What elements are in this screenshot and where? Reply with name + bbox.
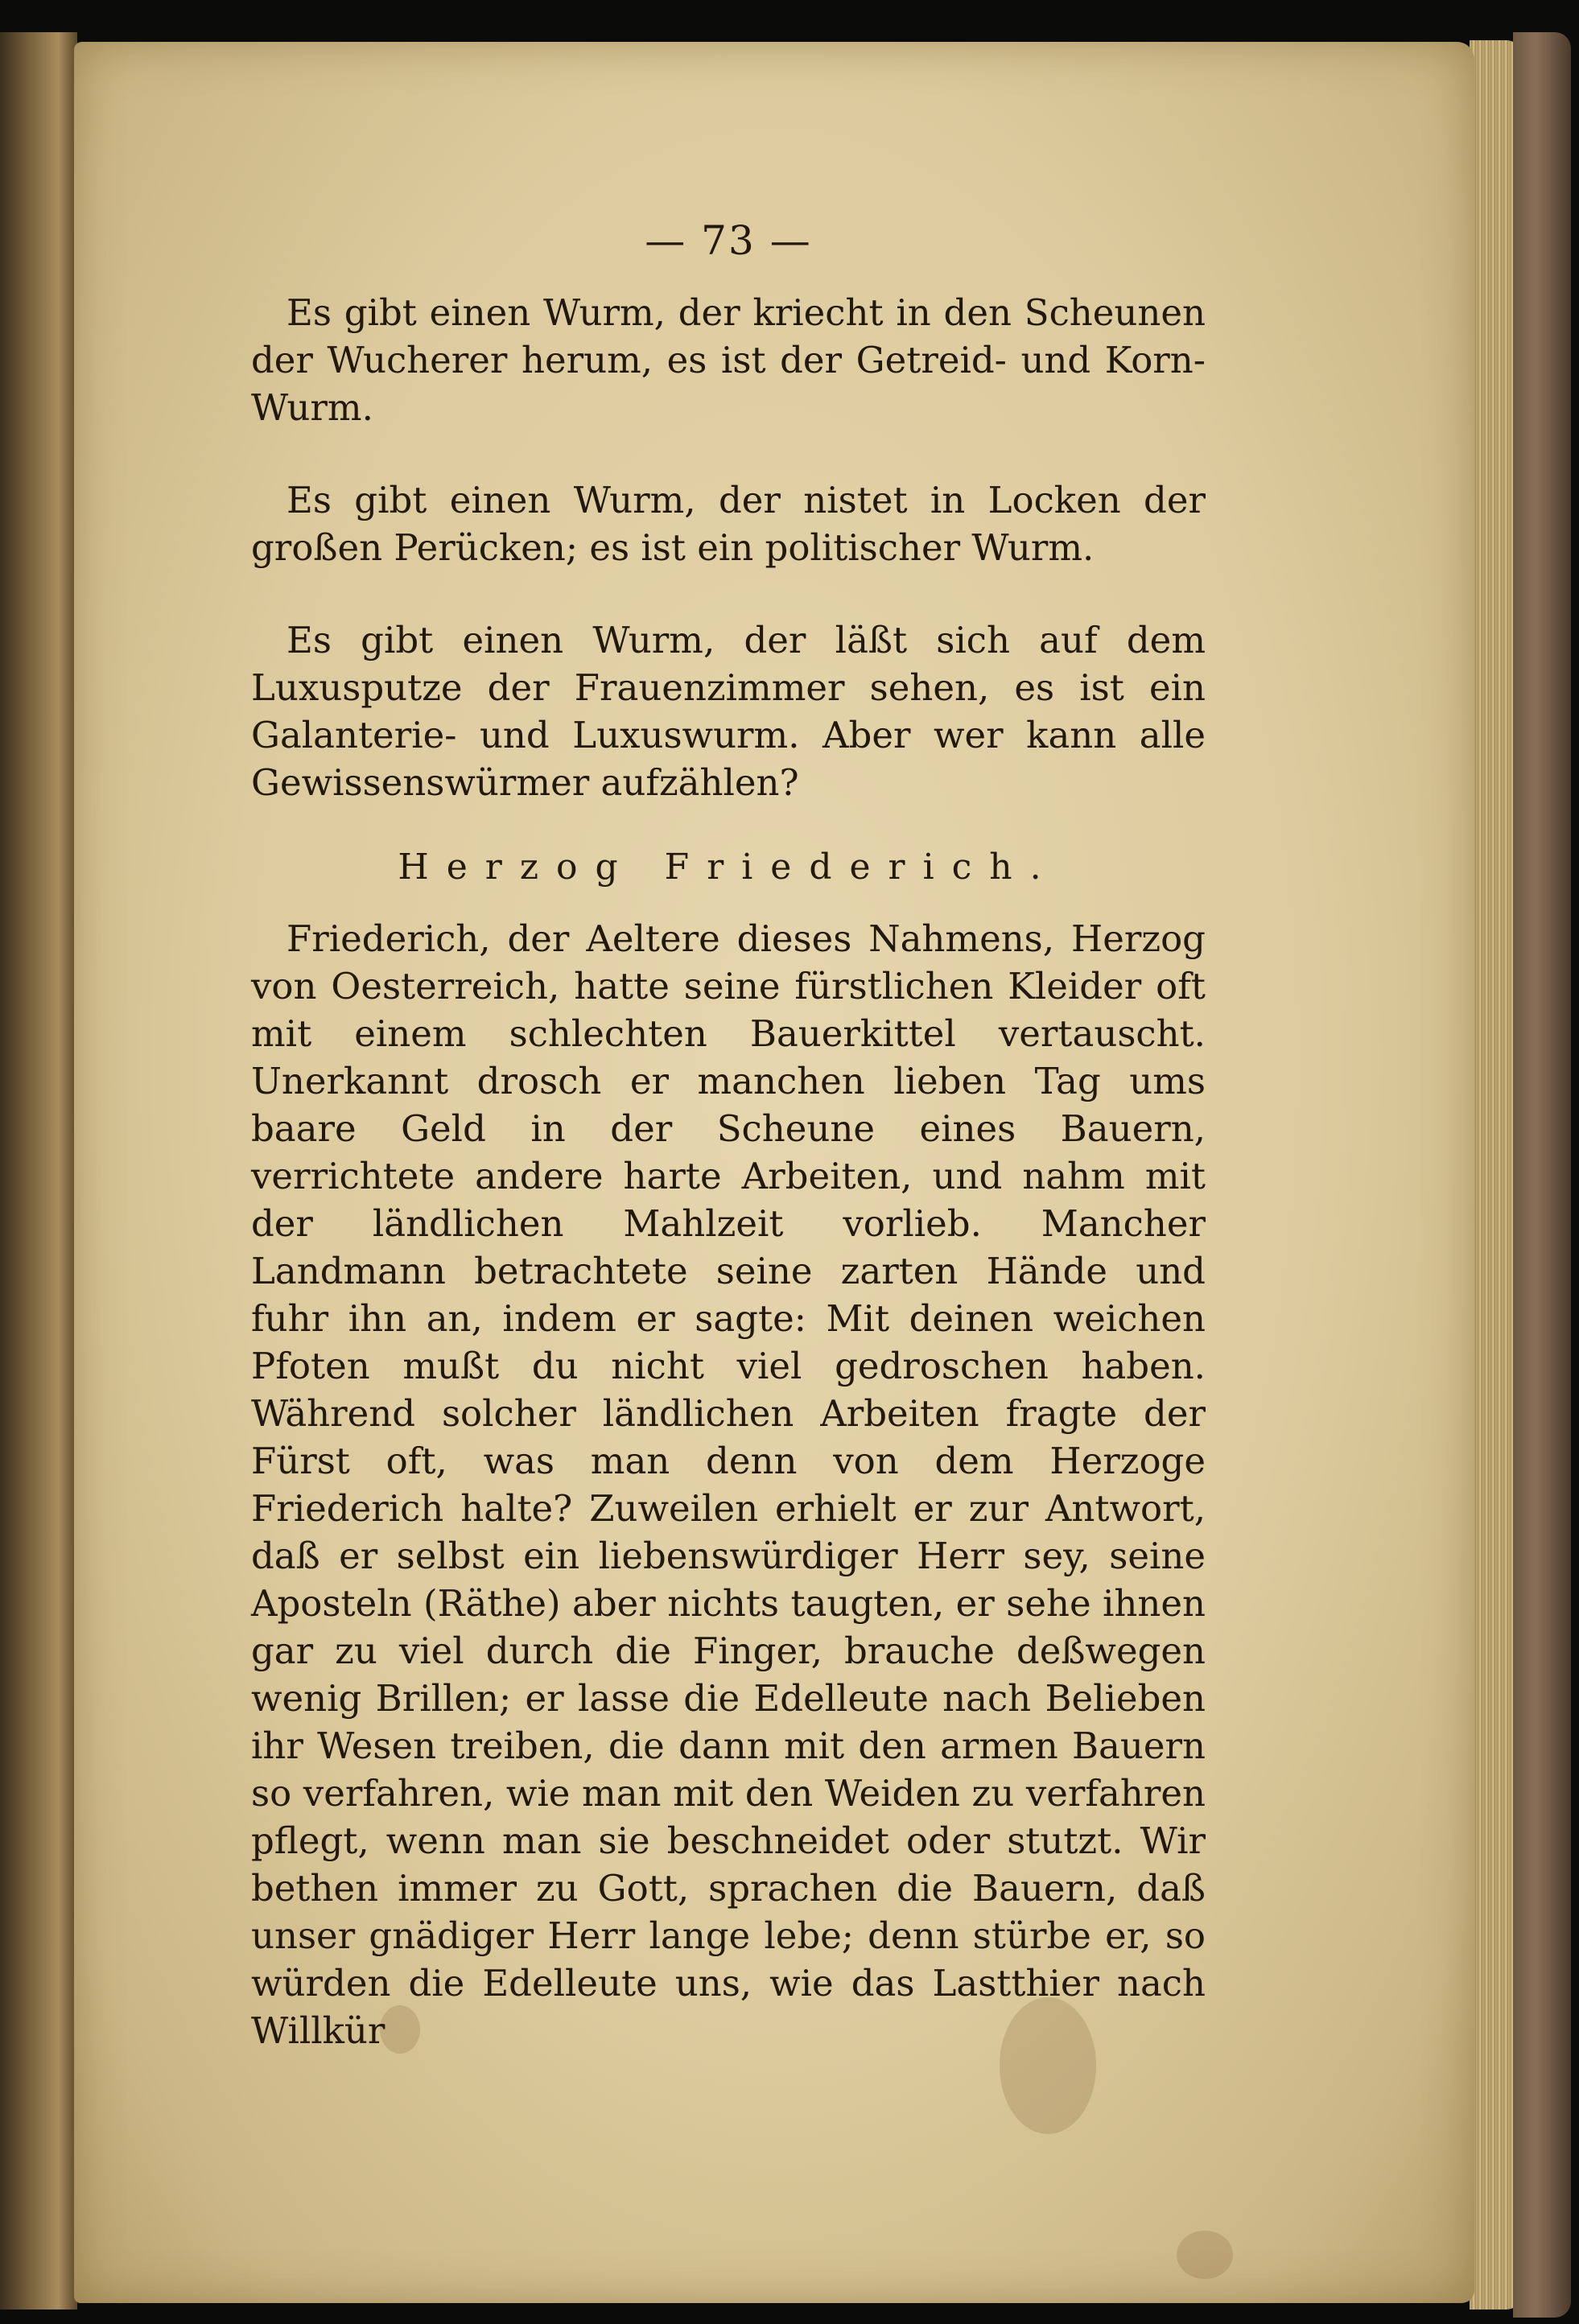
page-text	[251, 217, 1206, 2054]
paragraph-luxuswurm: Es gibt einen Wurm, der läßt sich auf dem Luxusputze der Frauenzimmer sehen, es ist ein Galanterie- und Luxuswurm. Aber wer kann alle Gewissenswürmer aufzählen?	[251, 619, 1206, 804]
section-heading: Herzog Friederich.	[398, 847, 1059, 888]
page-number: — 73 —	[645, 217, 812, 264]
story-paragraph: Friederich, der Aeltere dieses Nahmens, Herzog von Oesterreich, hatte seine fürstlichen Kleider oft mit einem schlechten Bauerkittel vertauscht. Unerkannt drosch er manchen lieben Tag ums baare Geld in der Scheune eines Bauern, verrichtete andere harte Arbeiten, und nahm mit der ländlichen Mahlzeit vorlieb. Mancher Landmann betrachtete seine zarten Hände und fuhr ihn an, indem er sagte: Mit deinen weichen Pfoten mußt du nicht viel gedroschen haben. Während solcher ländlichen Arbeiten fragte der Fürst oft, was man denn von dem Herzoge Friederich halte? Zuweilen erhielt er zur Antwort, daß er selbst ein liebenswürdiger Herr sey, seine Aposteln (Räthe) aber nichts taugten, er sehe ihnen gar zu viel durch die Finger, brauche deßwegen wenig Brillen; er lasse die Edelleute nach Belieben ihr Wesen treiben, die dann mit den armen Bauern so verfahren, wie man mit den Weiden zu verfahren pflegt, wenn man sie beschneidet oder stutzt. Wir bethen immer zu Gott, sprachen die Bauern, daß unser gnädiger Herr lange lebe; denn stürbe er, so würden die Edelleute uns, wie das Lastthier nach Willkür	[251, 917, 1206, 2052]
paragraph-getreidwurm: Es gibt einen Wurm, der kriecht in den Scheunen der Wucherer herum, es ist der Getreid- und Korn-Wurm.	[251, 291, 1206, 429]
book-cover-edge	[1513, 32, 1571, 2318]
paragraph-politischer-wurm: Es gibt einen Wurm, der nistet in Locken der großen Perücken; es ist ein politischer Wurm.	[251, 479, 1206, 569]
facing-page-edge	[0, 32, 77, 2310]
paper-stain	[1177, 2231, 1233, 2279]
